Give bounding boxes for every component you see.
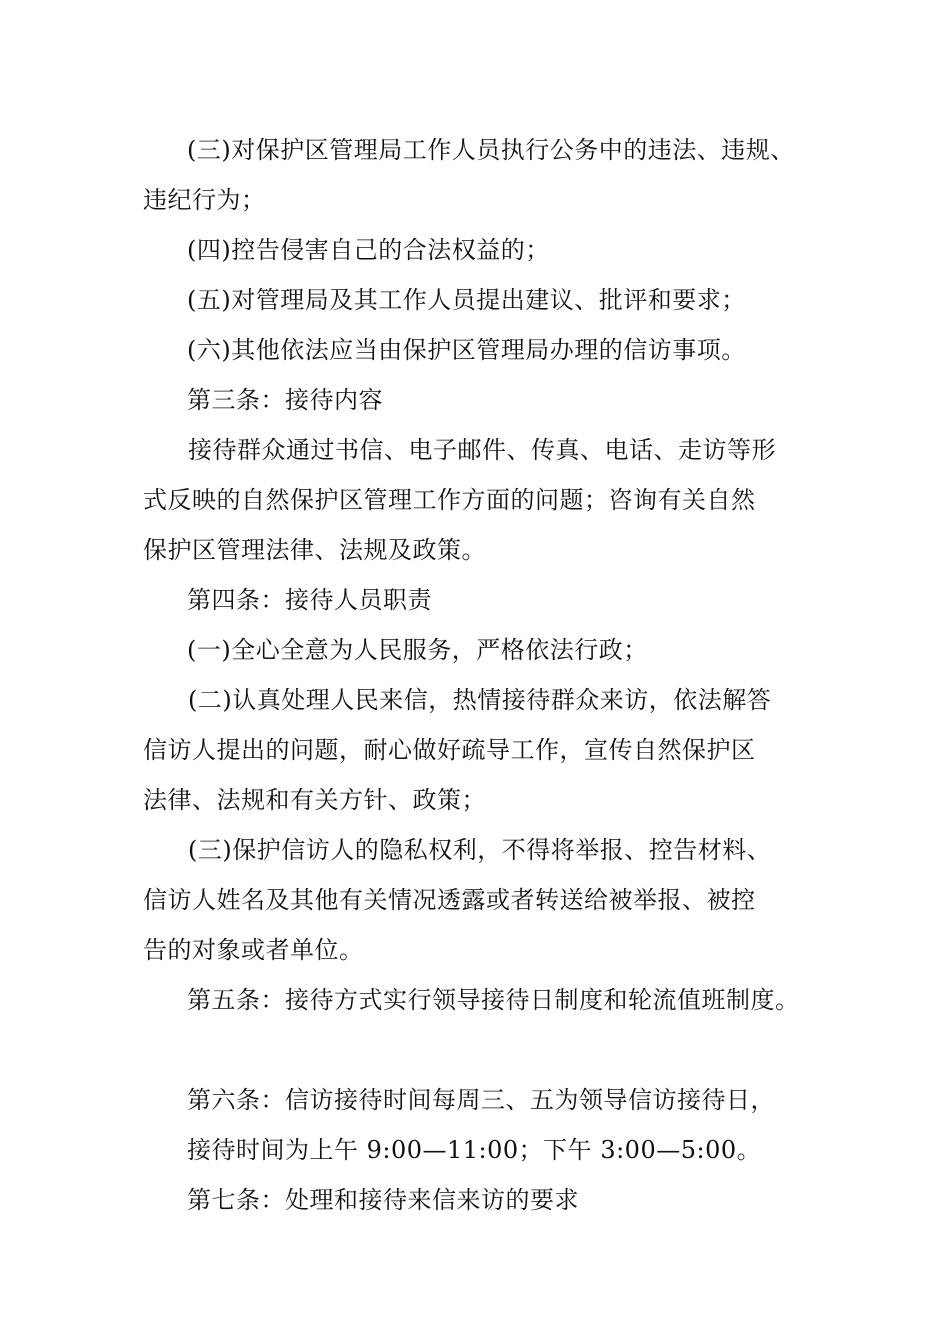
paragraph-line: 式反映的自然保护区管理工作方面的问题；咨询有关自然 [143, 486, 756, 514]
section-heading: 第三条：接待内容 [187, 386, 383, 414]
paragraph-line: (六)其他依法应当由保护区管理局办理的信访事项。 [187, 336, 746, 364]
paragraph-line: 信访人姓名及其他有关情况透露或者转送给被举报、被控 [143, 886, 756, 914]
paragraph-line: (五)对管理局及其工作人员提出建议、批评和要求； [187, 286, 746, 314]
section-heading: 第六条：信访接待时间每周三、五为领导信访接待日， [187, 1086, 775, 1114]
paragraph-line: (三)保护信访人的隐私权利，不得将举报、控告材料、 [188, 836, 772, 864]
paragraph-line: 告的对象或者单位。 [143, 936, 364, 964]
paragraph-line: (四)控告侵害自己的合法权益的； [187, 236, 550, 264]
section-heading: 第七条：处理和接待来信来访的要求 [187, 1186, 579, 1214]
paragraph-line: 接待群众通过书信、电子邮件、传真、电话、走访等形 [188, 436, 776, 464]
section-heading: 第四条：接待人员职责 [187, 586, 432, 614]
section-heading: 第五条：接待方式实行领导接待日制度和轮流值班制度。 [187, 986, 800, 1014]
paragraph-line: (三)对保护区管理局工作人员执行公务中的违法、违规、 [187, 136, 795, 164]
paragraph-line: 接待时间为上午 9:00—11:00；下午 3:00—5:00。 [187, 1136, 762, 1164]
paragraph-line: 法律、法规和有关方针、政策； [143, 786, 486, 814]
paragraph-line: 违纪行为； [143, 186, 266, 214]
paragraph-line: 保护区管理法律、法规及政策。 [143, 536, 486, 564]
paragraph-line: 信访人提出的问题，耐心做好疏导工作，宣传自然保护区 [143, 736, 756, 764]
paragraph-line: (二)认真处理人民来信，热情接待群众来访，依法解答 [188, 686, 772, 714]
paragraph-line: (一)全心全意为人民服务，严格依法行政； [187, 636, 648, 664]
